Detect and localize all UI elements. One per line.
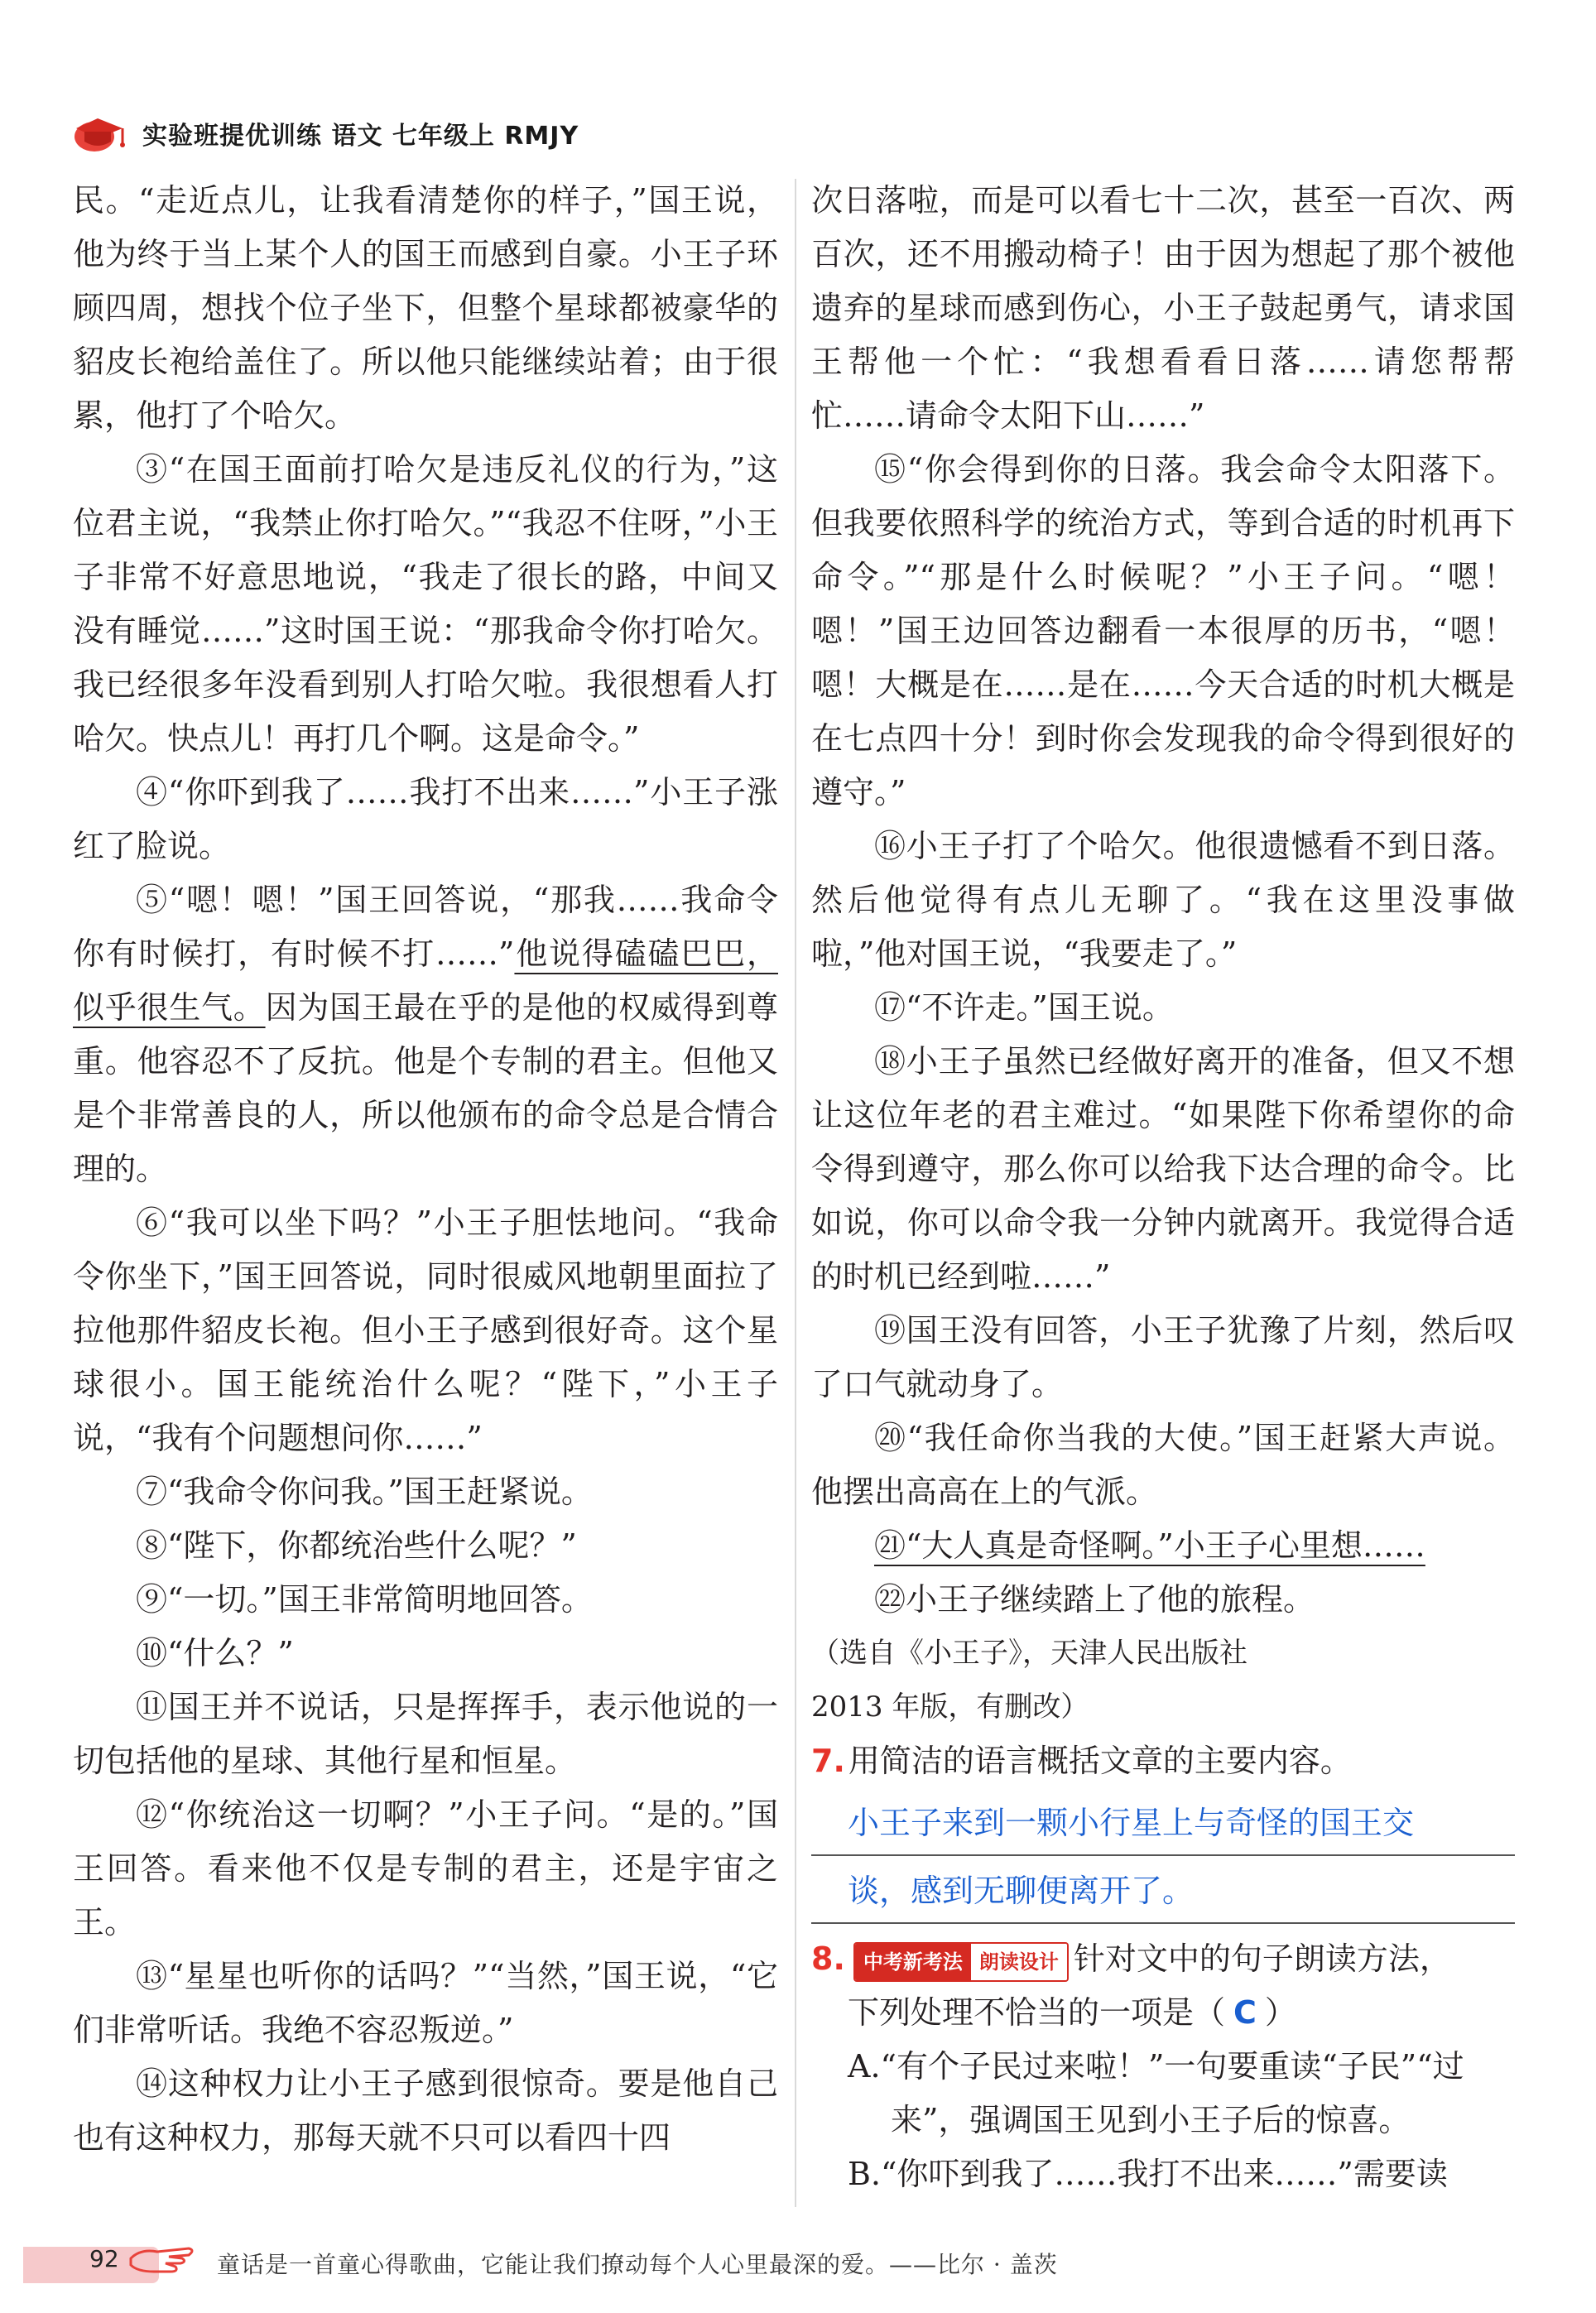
page-number: 92 [89,2245,119,2272]
question-8-text-a: 针对文中的句子朗读方法， [1073,1940,1451,1977]
paragraph-11: ⑪国王并不说话，只是挥挥手，表示他说的一切包括他的星球、其他行星和恒星。 [73,1689,778,1779]
question-8-text-b: 下列处理不恰当的一项是（ [848,1994,1226,2031]
badge-reading-design: 朗读设计 [971,1944,1067,1980]
graduation-cap-icon [73,112,127,155]
answer-choice: C [1233,1994,1257,2031]
paragraph-3: ③“在国王面前打哈欠是违反礼仪的行为，”这位君主说，“我禁止你打哈欠。”“我忍不住呀，”小王子非常不好意思地说，“我走了很长的路，中间又没有睡觉……”这时国王说：“那我命令你打哈欠。我已经很多年没看到别人打哈欠啦。我很想看人打哈欠。快点儿！再打几个啊。这是命令。” [73,451,778,757]
answer-line-1: 小王子来到一颗小行星上与奇怪的国王交 [811,1788,1515,1856]
exam-badge [853,1942,1069,1982]
paragraph-9: ⑨“一切。”国王非常简明地回答。 [136,1581,593,1618]
paragraph-8: ⑧“陛下，你都统治些什么呢？” [136,1527,577,1564]
paragraph-5 [73,873,778,1196]
column-divider [795,179,796,2207]
question-8-number: 8. [811,1940,845,1977]
paragraph-4: ④“你吓到我了……我打不出来……”小王子涨红了脸说。 [73,774,778,864]
paragraph-22: ㉒小王子继续踏上了他的旅程。 [874,1581,1315,1618]
question-8 [811,1932,1515,1986]
source-line-2: 2013 年版，有删改） [811,1690,1089,1724]
question-8-text-c: ） [1264,1994,1296,2031]
paragraph-5-after: 因为国王最在乎的是他的权威得到尊重。他容忍不了反抗。他是个专制的君主。但他又是个非常善良的人，所以他颁布的命令总是合情合理的。 [73,989,778,1187]
paragraph-15: ⑮“你会得到你的日落。我会命令太阳落下。但我要依照科学的统治方式，等到合适的时机再下命令。”“那是什么时候呢？”小王子问。“嗯！嗯！”国王边回答边翻看一本很厚的历书，“嗯！嗯！大概是在……是在……今天合适的时机大概是在七点四十分！到时你会发现我的命令得到很好的遵守。” [811,451,1515,810]
answer-line-2: 谈，感到无聊便离开了。 [811,1856,1515,1924]
paragraph-20: ⑳“我任命你当我的大使。”国王赶紧大声说。他摆出高高在上的气派。 [811,1420,1515,1510]
question-7-text: 用简洁的语言概括文章的主要内容。 [848,1743,1352,1779]
paragraph-5-before: ⑤“嗯！嗯！”国王回答说，“那我……我命令你有时候打，有时候不打……” [73,882,778,972]
underlined-sentence: 他说得磕磕巴巴，似乎很生气。 [73,935,778,1026]
paragraph-18: ⑱小王子虽然已经做好离开的准备，但又不想让这位年老的君主难过。“如果陛下你希望你的命令得到遵守，那么你可以给我下达合理的命令。比如说，你可以命令我一分钟内就离开。我觉得合适的时机已经到啦……” [811,1043,1515,1295]
option-b: B.“你吓到我了……我打不出来……”需要读 [848,2156,1448,2192]
paragraph-19: ⑲国王没有回答，小王子犹豫了片刻，然后叹了口气就动身了。 [811,1312,1515,1402]
paragraph-14: ⑭这种权力让小王子感到很惊奇。要是他自己也有这种权力，那每天就不只可以看四十四 [73,2065,778,2156]
option-a: A.“有个子民过来啦！”一句要重读“子民”“过来”，强调国王见到小王子后的惊喜。 [848,2048,1464,2138]
paragraph-12: ⑫“你统治这一切啊？”小王子问。“是的。”国王回答。看来他不仅是专制的君主，还是宇宙之王。 [73,1796,778,1940]
paragraph-10: ⑩“什么？” [136,1635,294,1671]
page-header [73,104,579,162]
book-title: 实验班提优训练 语文 七年级上 RMJY [142,122,579,151]
paragraph-16: ⑯小王子打了个哈欠。他很遗憾看不到日落。然后他觉得有点儿无聊了。“我在这里没事做啦，”他对国王说，“我要走了。” [811,828,1515,972]
question-8-line-2 [811,1986,1515,2040]
right-column [811,174,1515,2201]
question-7-number: 7. [811,1743,845,1779]
paragraph-13: ⑬“星星也听你的话吗？”“当然，”国王说，“它们非常听话。我绝不容忍叛逆。” [73,1958,778,2048]
source-line-1: （选自《小王子》，天津人民出版社 [811,1637,1247,1670]
paragraph: 民。“走近点儿，让我看清楚你的样子，”国王说，他为终于当上某个人的国王而感到自豪。小王子环顾四周，想找个位子坐下，但整个星球都被豪华的貂皮长袍给盖住了。所以他只能继续站着；由于很累，他打了个哈欠。 [73,182,778,434]
footer-quote: 童话是一首童心得歌曲，它能让我们撩动每个人心里最深的爱。——比尔 · 盖茨 [217,2251,1058,2278]
left-column [73,174,778,2165]
paragraph-21 [811,1519,1515,1573]
paragraph-14-cont: 次日落啦，而是可以看七十二次，甚至一百次、两百次，还不用搬动椅子！由于因为想起了那个被他遗弃的星球而感到伤心，小王子鼓起勇气，请求国王帮他一个忙：“我想看看日落……请您帮帮忙……请命令太阳下山……” [811,182,1515,434]
paragraph-6: ⑥“我可以坐下吗？”小王子胆怯地问。“我命令你坐下，”国王回答说，同时很威风地朝里面拉了拉他那件貂皮长袍。但小王子感到很好奇。这个星球很小。国王能统治什么呢？“陛下，”小王子说，“我有个问题想问你……” [73,1205,778,1456]
paragraph-17: ⑰“不许走。”国王说。 [874,989,1174,1026]
question-7 [811,1734,1515,1788]
paragraph-7: ⑦“我命令你问我。”国王赶紧说。 [136,1474,593,1510]
badge-new-exam: 中考新考法 [855,1944,971,1980]
underlined-sentence-21: ㉑“大人真是奇怪啊。”小王子心里想…… [874,1527,1425,1564]
pointing-hand-icon [124,2230,199,2280]
